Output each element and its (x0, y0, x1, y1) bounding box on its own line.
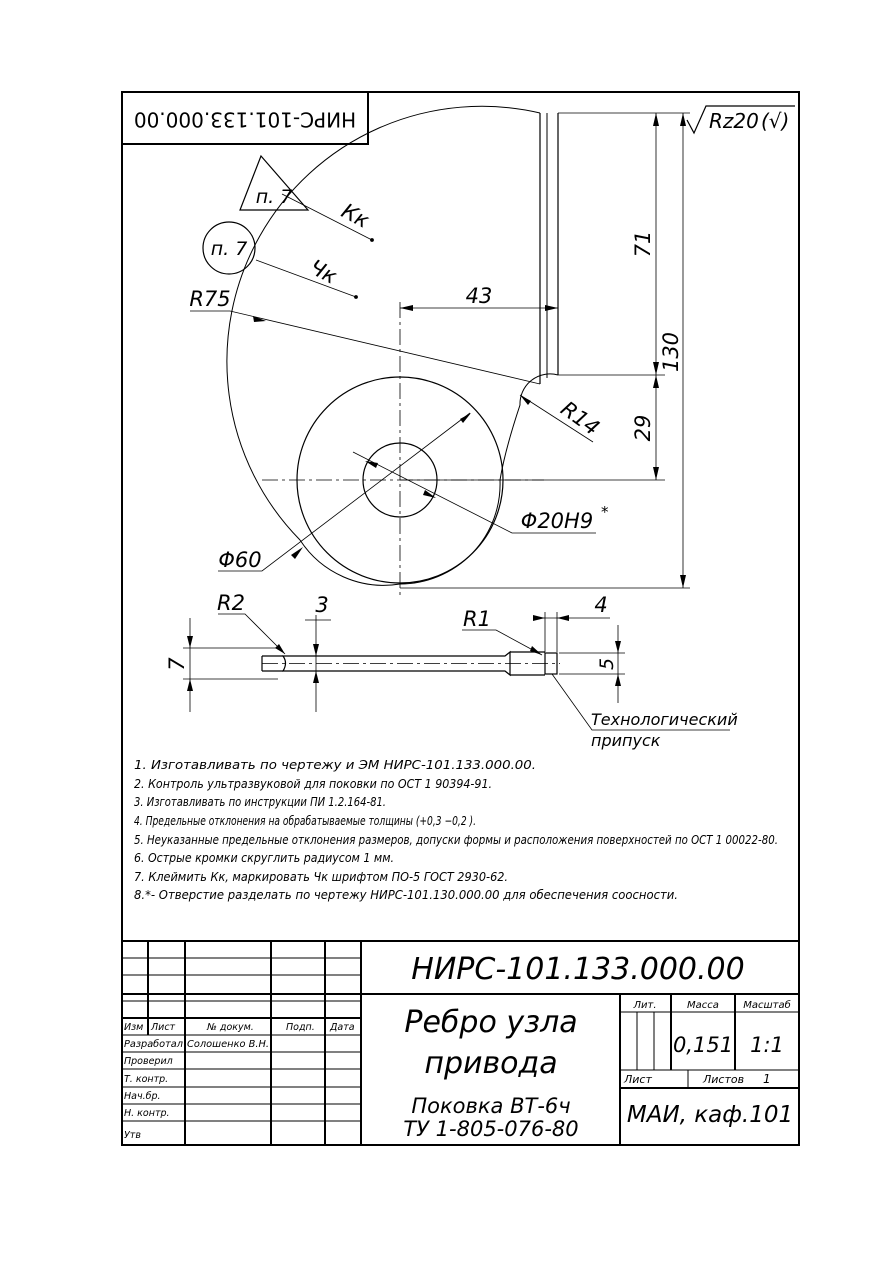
tb-role-head: Нач.бр. (124, 1091, 161, 1102)
dim-29: 29 (631, 414, 655, 442)
p7-triangle-label: п. 7 (255, 186, 293, 208)
tb-role-checked: Проверил (124, 1056, 173, 1067)
tb-col-date: Дата (330, 1022, 355, 1033)
callout-line2: припуск (591, 731, 661, 750)
tb-scale-value: 1:1 (750, 1033, 784, 1057)
tb-col-izm: Изм (124, 1022, 144, 1033)
dim-5: 5 (596, 657, 618, 671)
stamp-rotated-text: НИРС-101.133.000.00 (133, 107, 357, 132)
tb-name-line2: привода (424, 1046, 558, 1081)
dim-130: 130 (659, 331, 683, 373)
dim-71: 71 (631, 230, 655, 258)
tb-sheets-value: 1 (763, 1072, 771, 1086)
tb-material-line1: Поковка ВТ-6ч (411, 1094, 571, 1118)
note-2: 2. Контроль ультразвуковой для поковки по ОСТ 1 90394-91. (134, 777, 492, 791)
note-1: 1. Изготавливать по чертежу и ЭМ НИРС-101.133.000.00. (134, 757, 536, 772)
tb-designation: НИРС-101.133.000.00 (411, 952, 745, 987)
tb-scale-label: Масштаб (743, 1000, 791, 1011)
dim-r14: R14 (556, 396, 604, 441)
tb-role-developer: Разработал (124, 1039, 183, 1050)
tb-sheet-label: Лист (624, 1073, 652, 1086)
tb-organization: МАИ, каф.101 (626, 1102, 794, 1128)
tb-role-tcontrol: Т. контр. (124, 1074, 169, 1085)
tb-col-sign: Подп. (286, 1022, 315, 1033)
hub-right-contour (400, 374, 558, 584)
main-view-dimensions (190, 113, 690, 588)
note-3: 3. Изготавливать по инструкции ПИ 1.2.164-81. (134, 795, 386, 809)
tb-lit-label: Лит. (633, 1000, 657, 1011)
note-4: 4. Предельные отклонения на обрабатываемые толщины (+0,3 −0,2 ). (134, 814, 476, 828)
tb-col-list: Лист (151, 1022, 176, 1033)
roughness-text: Rz20 (709, 109, 759, 133)
chk-mark: Чк (305, 254, 341, 289)
dim-phi20: Φ20H9 (520, 509, 594, 533)
tb-sheets-label: Листов (703, 1073, 745, 1086)
note-5: 5. Неуказанные предельные отклонения размеров, допуски формы и расположения поверхностей по ОСТ 1 00022-80. (134, 833, 778, 847)
callout-line1: Технологический (591, 710, 738, 729)
kk-mark: Кк (337, 198, 374, 233)
tb-mass-label: Масса (687, 1000, 719, 1011)
dim-43: 43 (465, 284, 493, 308)
part-main-view (227, 106, 558, 598)
note-7: 7. Клеймить Кк, маркировать Чк шрифтом ПО-5 ГОСТ 2930-62. (134, 870, 508, 884)
p7-circle-label: п. 7 (210, 238, 248, 260)
tb-name-line1: Ребро узла (404, 1005, 578, 1040)
note-8: 8.*- Отверстие разделать по чертежу НИРС-101.130.000.00 для обеспечения соосности. (134, 888, 678, 902)
tb-role-ncontrol: Н. контр. (124, 1108, 170, 1119)
note-6: 6. Острые кромки скруглить радиусом 1 мм. (134, 851, 394, 865)
rotated-designation-stamp (122, 92, 368, 144)
dim-4: 4 (594, 593, 608, 617)
roughness-tail: (√) (761, 109, 790, 133)
dim-phi60: Φ60 (218, 548, 262, 572)
roughness-symbol (687, 106, 795, 133)
title-block-texts (124, 952, 793, 1141)
dim-r2: R2 (217, 591, 245, 615)
tb-role-approved: Утв (124, 1130, 141, 1141)
arrowheads (253, 113, 686, 588)
tb-mass-value: 0,151 (672, 1033, 734, 1057)
dim-phi20-star: * (601, 503, 609, 521)
part-section-view (262, 652, 560, 675)
dim-7: 7 (165, 657, 189, 671)
technical-notes (134, 757, 778, 902)
tb-developer-name: Солошенко В.Н. (187, 1039, 269, 1050)
dim-3: 3 (315, 593, 329, 617)
tb-col-docnum: № докум. (207, 1022, 254, 1033)
dim-r75: R75 (189, 287, 231, 311)
tb-material-line2: ТУ 1-805-076-80 (403, 1117, 579, 1141)
dim-r1: R1 (463, 607, 491, 631)
